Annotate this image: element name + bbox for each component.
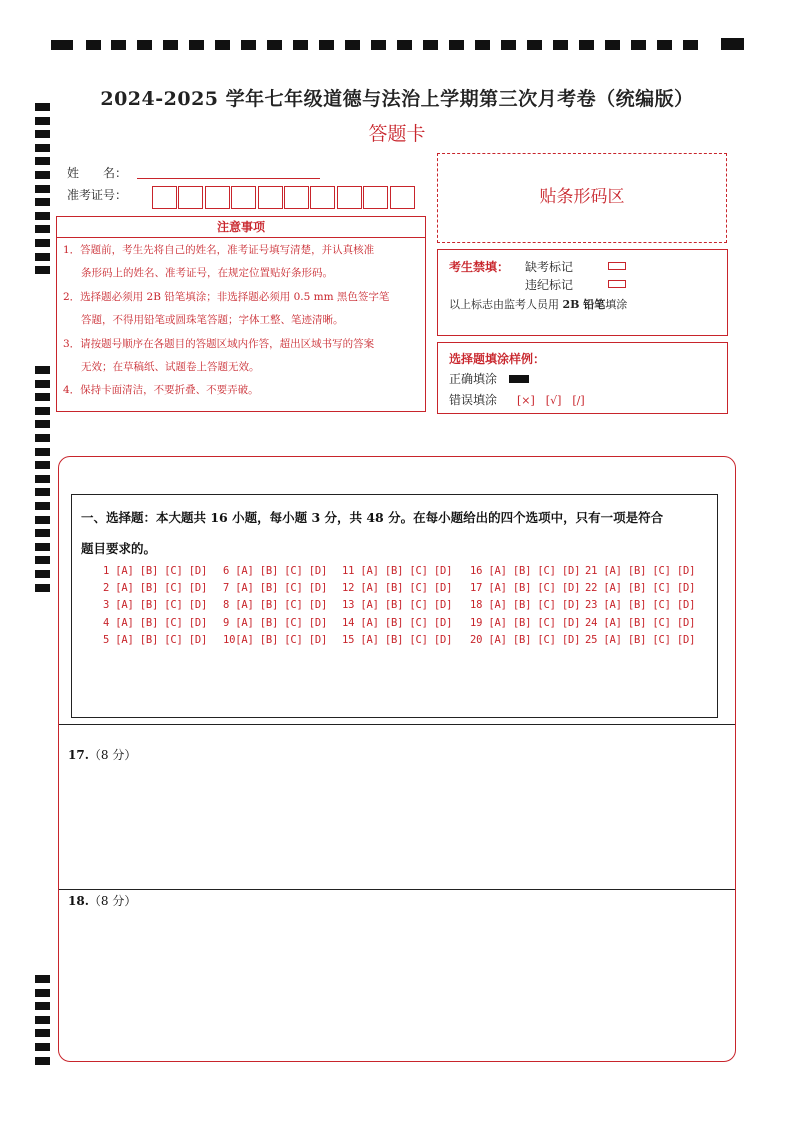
notice-item: 1．答题前，考生先将自己的姓名，准考证号填写清楚，并认真核准 (63, 244, 375, 256)
timing-mark (449, 40, 464, 50)
timing-mark (35, 570, 50, 578)
timing-mark (35, 543, 50, 551)
timing-mark (35, 185, 50, 193)
mc-answer-item[interactable]: 14 [A] [B] [C] [D] (342, 616, 453, 629)
timing-mark (137, 40, 152, 50)
fill-sample-title: 选择题填涂样例： (449, 352, 546, 366)
fill-sample-box (437, 342, 728, 414)
timing-mark (371, 40, 386, 50)
question-17-label: 17.（8 分） (68, 748, 137, 762)
examiner-note: 以上标志由监考人员用 2B 铅笔填涂 (449, 298, 628, 311)
mc-answer-item[interactable]: 24 [A] [B] [C] [D] (585, 616, 696, 629)
timing-mark (501, 40, 516, 50)
mc-answer-item[interactable]: 7 [A] [B] [C] [D] (223, 582, 328, 595)
mc-answer-item[interactable]: 25 [A] [B] [C] [D] (585, 633, 696, 646)
timing-mark (35, 488, 50, 496)
timing-mark (527, 40, 542, 50)
timing-mark (35, 556, 50, 564)
timing-mark (35, 584, 50, 592)
timing-mark (35, 253, 50, 261)
id-digit-box[interactable] (337, 186, 362, 209)
timing-mark (35, 502, 50, 510)
notice-box (56, 216, 426, 412)
timing-mark (35, 989, 50, 997)
timing-mark (35, 407, 50, 415)
timing-mark (579, 40, 594, 50)
mc-answer-item[interactable]: 2 [A] [B] [C] [D] (103, 582, 208, 595)
violation-mark-label: 违纪标记 (525, 278, 574, 292)
wrong-fill-label: 错误填涂 (449, 393, 498, 407)
id-digit-box[interactable] (390, 186, 415, 209)
mc-answer-item[interactable]: 11 [A] [B] [C] [D] (342, 565, 453, 577)
mc-answer-item[interactable]: 13 [A] [B] [C] [D] (342, 599, 453, 612)
timing-mark (267, 40, 282, 50)
timing-mark (35, 239, 50, 247)
id-digit-box[interactable] (258, 186, 283, 209)
timing-mark (111, 40, 126, 50)
section-divider (59, 724, 735, 725)
question-18-label: 18.（8 分） (68, 894, 137, 908)
mc-answer-item[interactable]: 18 [A] [B] [C] [D] (470, 599, 581, 612)
mc-answer-item[interactable]: 17 [A] [B] [C] [D] (470, 582, 581, 595)
timing-mark (35, 461, 50, 469)
mc-answer-item[interactable]: 1 [A] [B] [C] [D] (103, 565, 208, 577)
timing-mark (293, 40, 308, 50)
name-label: 姓 名： (67, 166, 128, 180)
timing-mark (553, 40, 568, 50)
id-digit-box[interactable] (152, 186, 177, 209)
timing-mark (35, 1029, 50, 1037)
timing-mark (35, 157, 50, 165)
barcode-area: 贴条形码区 (437, 153, 727, 243)
timing-mark (35, 1057, 50, 1065)
examiner-only-box (437, 249, 728, 336)
absent-mark-box[interactable] (608, 262, 626, 270)
wrong-fill-samples: [×] [√] [/] (517, 394, 585, 407)
notice-item: 4．保持卡面清洁，不要折叠、不要弄破。 (63, 384, 259, 396)
mc-answer-item[interactable]: 20 [A] [B] [C] [D] (470, 633, 581, 646)
timing-mark (683, 40, 698, 50)
page-title: 2024-2025 学年七年级道德与法治上学期第三次月考卷（统编版） (100, 88, 694, 110)
id-digit-box[interactable] (284, 186, 309, 209)
timing-mark (35, 225, 50, 233)
name-field[interactable] (137, 178, 320, 179)
id-digit-box[interactable] (363, 186, 388, 209)
page-subtitle: 答题卡 (368, 123, 426, 145)
mc-answer-item[interactable]: 21 [A] [B] [C] [D] (585, 565, 696, 577)
timing-mark (35, 1016, 50, 1024)
question-18-answer-area[interactable] (62, 910, 732, 1056)
mc-answer-item[interactable]: 16 [A] [B] [C] [D] (470, 565, 581, 577)
timing-mark (35, 448, 50, 456)
mc-answer-item[interactable]: 6 [A] [B] [C] [D] (223, 565, 328, 577)
correct-fill-label: 正确填涂 (449, 372, 498, 386)
mc-answer-item[interactable]: 3 [A] [B] [C] [D] (103, 599, 208, 612)
notice-heading: 注意事项 (57, 217, 425, 238)
section-divider (59, 889, 735, 890)
timing-mark (35, 420, 50, 428)
mc-instructions-line2: 题目要求的。 (81, 541, 157, 556)
timing-mark (35, 212, 50, 220)
timing-mark (35, 393, 50, 401)
timing-mark (475, 40, 490, 50)
mc-answer-item[interactable]: 19 [A] [B] [C] [D] (470, 616, 581, 629)
timing-mark (35, 380, 50, 388)
timing-mark (86, 40, 101, 50)
timing-mark (35, 198, 50, 206)
mc-answer-item[interactable]: 10[A] [B] [C] [D] (223, 633, 328, 646)
timing-mark (35, 529, 50, 537)
id-digit-box[interactable] (205, 186, 230, 209)
id-digit-box[interactable] (178, 186, 203, 209)
timing-mark (35, 171, 50, 179)
mc-instructions-line1: 一、选择题：本大题共 16 小题，每小题 3 分，共 48 分。在每小题给出的四个选项中，只有一项是符合 (81, 510, 664, 525)
timing-mark (51, 40, 73, 50)
notice-item: 无效；在草稿纸、试题卷上答题无效。 (81, 361, 260, 373)
timing-mark (657, 40, 672, 50)
timing-mark (35, 266, 50, 274)
timing-mark (215, 40, 230, 50)
timing-mark (35, 975, 50, 983)
mc-answer-item[interactable]: 9 [A] [B] [C] [D] (223, 616, 328, 629)
mc-answer-item[interactable]: 4 [A] [B] [C] [D] (103, 616, 208, 629)
mc-answer-item[interactable]: 23 [A] [B] [C] [D] (585, 599, 696, 612)
timing-mark (631, 40, 646, 50)
timing-mark (721, 38, 744, 50)
timing-mark (35, 475, 50, 483)
timing-mark (35, 516, 50, 524)
timing-mark (605, 40, 620, 50)
timing-mark (189, 40, 204, 50)
id-digit-box[interactable] (310, 186, 335, 209)
timing-mark (35, 434, 50, 442)
examiner-only-title: 考生禁填： (449, 260, 510, 274)
absent-mark-label: 缺考标记 (525, 260, 574, 274)
timing-mark (423, 40, 438, 50)
timing-mark (35, 366, 50, 374)
notice-item: 答题，不得用铅笔或圆珠笔答题；字体工整、笔迹清晰。 (81, 314, 344, 326)
notice-item: 2．选择题必须用 2B 铅笔填涂；非选择题必须用 0.5 mm 黑色签字笔 (63, 291, 390, 303)
mc-answer-item[interactable]: 15 [A] [B] [C] [D] (342, 633, 453, 646)
correct-fill-sample (509, 375, 529, 383)
mc-answer-item[interactable]: 8 [A] [B] [C] [D] (223, 599, 328, 612)
timing-mark (241, 40, 256, 50)
mc-answer-item[interactable]: 22 [A] [B] [C] [D] (585, 582, 696, 595)
mc-answer-item[interactable]: 12 [A] [B] [C] [D] (342, 582, 453, 595)
mc-answer-item[interactable]: 5 [A] [B] [C] [D] (103, 633, 208, 646)
id-digit-box[interactable] (231, 186, 256, 209)
timing-mark (35, 1002, 50, 1010)
timing-mark (397, 40, 412, 50)
timing-mark (163, 40, 178, 50)
notice-item: 条形码上的姓名、准考证号，在规定位置贴好条形码。 (81, 267, 333, 279)
timing-mark (319, 40, 334, 50)
timing-mark (345, 40, 360, 50)
id-label: 准考证号： (67, 188, 128, 202)
violation-mark-box[interactable] (608, 280, 626, 288)
notice-item: 3．请按题号顺序在各题目的答题区域内作答，超出区域书写的答案 (63, 338, 375, 350)
question-17-answer-area[interactable] (62, 764, 732, 886)
timing-mark (35, 1043, 50, 1051)
